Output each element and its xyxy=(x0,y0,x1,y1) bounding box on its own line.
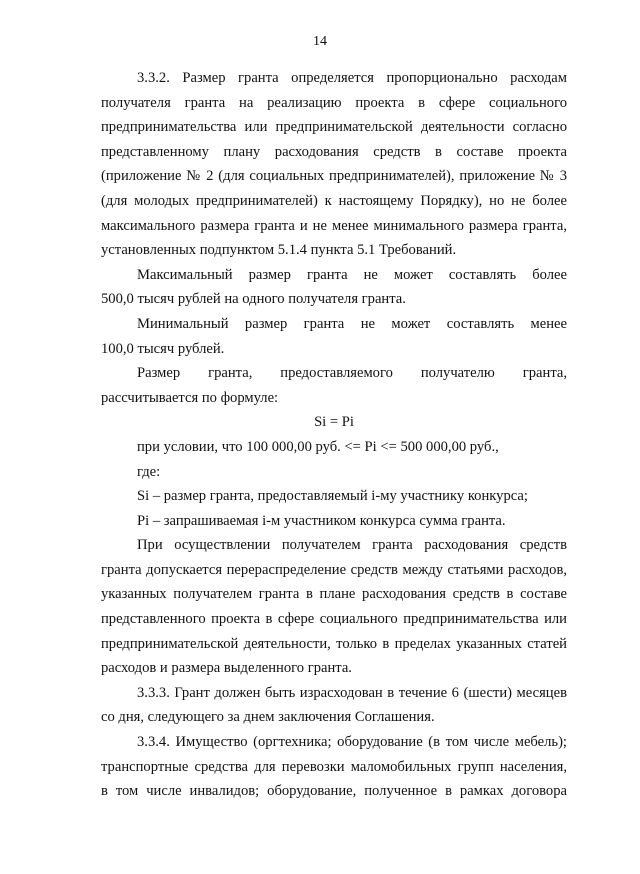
document-body xyxy=(101,66,567,804)
text-line: при условии, что 100 000,00 руб. <= Pi <= 500 000,00 руб., xyxy=(137,438,499,455)
text-line: указанных получателем гранта в плане расходования средств в составе xyxy=(101,586,567,603)
text-line: 3.3.2. Размер гранта определяется пропорционально расходам xyxy=(137,70,567,86)
formula-conditions xyxy=(101,435,567,533)
text-line: Si – размер гранта, предоставляемый i-му участнику конкурса; xyxy=(137,488,528,505)
text-line: При осуществлении получателем гранта расходования средств xyxy=(137,537,567,554)
paragraph-min-grant xyxy=(101,312,567,361)
text-line: установленных подпунктом 5.1.4 пункта 5.1 Требований. xyxy=(101,242,457,259)
page-number: 14 xyxy=(313,34,327,49)
text-line: Минимальный размер гранта не может составлять менее xyxy=(137,315,567,332)
text-line: представленному плану расходования средств в составе проекта xyxy=(101,143,567,160)
text-line: предпринимательства или предпринимательской деятельности согласно xyxy=(101,119,567,136)
text-line: получателя гранта на реализацию проекта в сфере социального xyxy=(101,94,567,111)
text-line: рассчитывается по формуле: xyxy=(101,389,279,406)
text-line: 500,0 тысяч рублей на одного получателя гранта. xyxy=(101,291,406,308)
paragraph-3-3-4 xyxy=(101,730,567,804)
text-line: Размер гранта, предоставляемого получателю гранта, xyxy=(137,365,567,382)
text-line: гранта допускается перераспределение средств между статьями расходов, xyxy=(101,561,567,578)
text-line: максимального размера гранта и не менее минимального размера гранта, xyxy=(101,217,567,234)
paragraph-redistribution xyxy=(101,533,567,681)
text-line: предпринимательской деятельности, только в пределах указанных статей xyxy=(101,635,567,652)
paragraph-calculation xyxy=(101,361,567,410)
formula: Si = Pi xyxy=(314,414,354,431)
text-line: Максимальный размер гранта не может составлять более xyxy=(137,266,567,283)
paragraph-3-3-2 xyxy=(101,66,567,263)
text-line: 3.3.4. Имущество (оргтехника; оборудование (в том числе мебель); xyxy=(137,734,567,751)
text-line: (приложение № 2 (для социальных предпринимателей), приложение № 3 xyxy=(101,168,567,185)
paragraph-max-grant xyxy=(101,263,567,312)
text-line: 100,0 тысяч рублей. xyxy=(101,340,225,357)
text-line: в том числе инвалидов; оборудование, полученное в рамках договора xyxy=(101,783,567,800)
text-line: 3.3.3. Грант должен быть израсходован в течение 6 (шести) месяцев xyxy=(137,684,567,701)
text-line: со дня, следующего за днем заключения Соглашения. xyxy=(101,709,435,726)
text-line: представленного проекта в сфере социального предпринимательства или xyxy=(101,611,567,628)
text-line: транспортные средства для перевозки маломобильных групп населения, xyxy=(101,758,567,775)
text-line: (для молодых предпринимателей) к настоящему Порядку), но не более xyxy=(101,192,567,209)
text-line: расходов и размера выделенного гранта. xyxy=(101,660,352,677)
paragraph-3-3-3 xyxy=(101,681,567,730)
text-line: где: xyxy=(137,463,161,480)
text-line: Pi – запрашиваемая i-м участником конкурса сумма гранта. xyxy=(137,512,506,529)
